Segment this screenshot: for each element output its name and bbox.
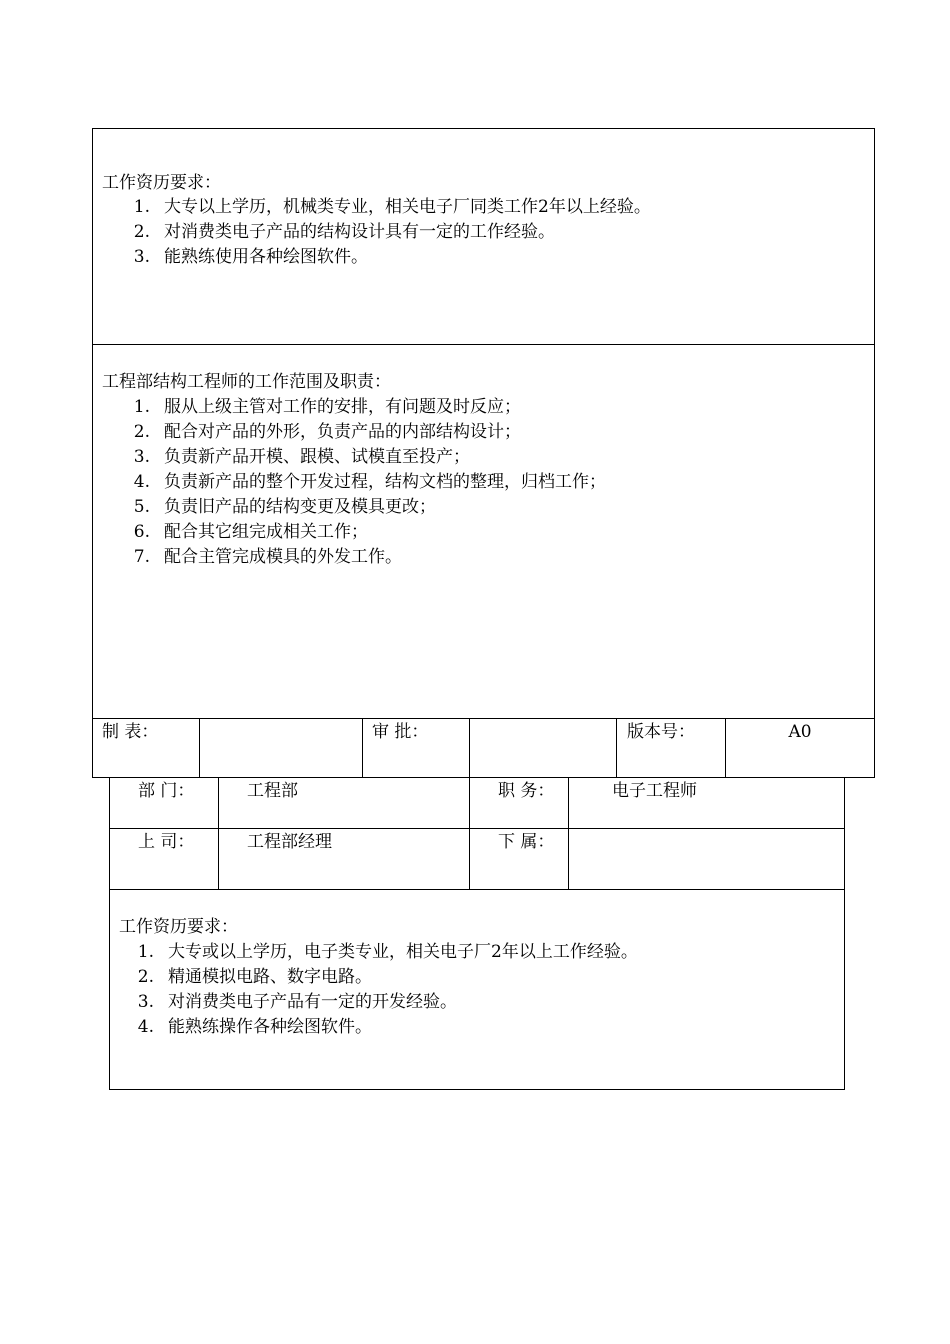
- superior-label: 上 司：: [138, 832, 195, 852]
- table1-divider: [362, 718, 363, 778]
- dept-value: 工程部: [247, 781, 298, 801]
- table2-divider: [109, 828, 845, 829]
- approve-label: 审 批：: [372, 722, 429, 742]
- made-by-label: 制 表：: [102, 722, 159, 742]
- table1-divider: [199, 718, 200, 778]
- version-value: A0: [788, 722, 812, 742]
- position-value: 电子工程师: [612, 781, 697, 801]
- position-label: 职 务：: [498, 781, 555, 801]
- dept-label: 部 门：: [138, 781, 195, 801]
- subordinate-label: 下 属：: [498, 832, 555, 852]
- section-heading: 工作资历要求：: [102, 173, 221, 193]
- section-heading: 工作资历要求：: [119, 917, 238, 937]
- version-label: 版本号：: [627, 722, 695, 742]
- table2-divider: [568, 777, 569, 889]
- table2-divider: [469, 777, 470, 889]
- table1-divider: [616, 718, 617, 778]
- table1-divider: [92, 718, 875, 719]
- table2-divider: [109, 889, 845, 890]
- table1-divider: [469, 718, 470, 778]
- section-heading: 工程部结构工程师的工作范围及职责：: [102, 372, 391, 392]
- table1-divider: [92, 344, 875, 345]
- superior-value: 工程部经理: [247, 832, 332, 852]
- table2-divider: [218, 777, 219, 889]
